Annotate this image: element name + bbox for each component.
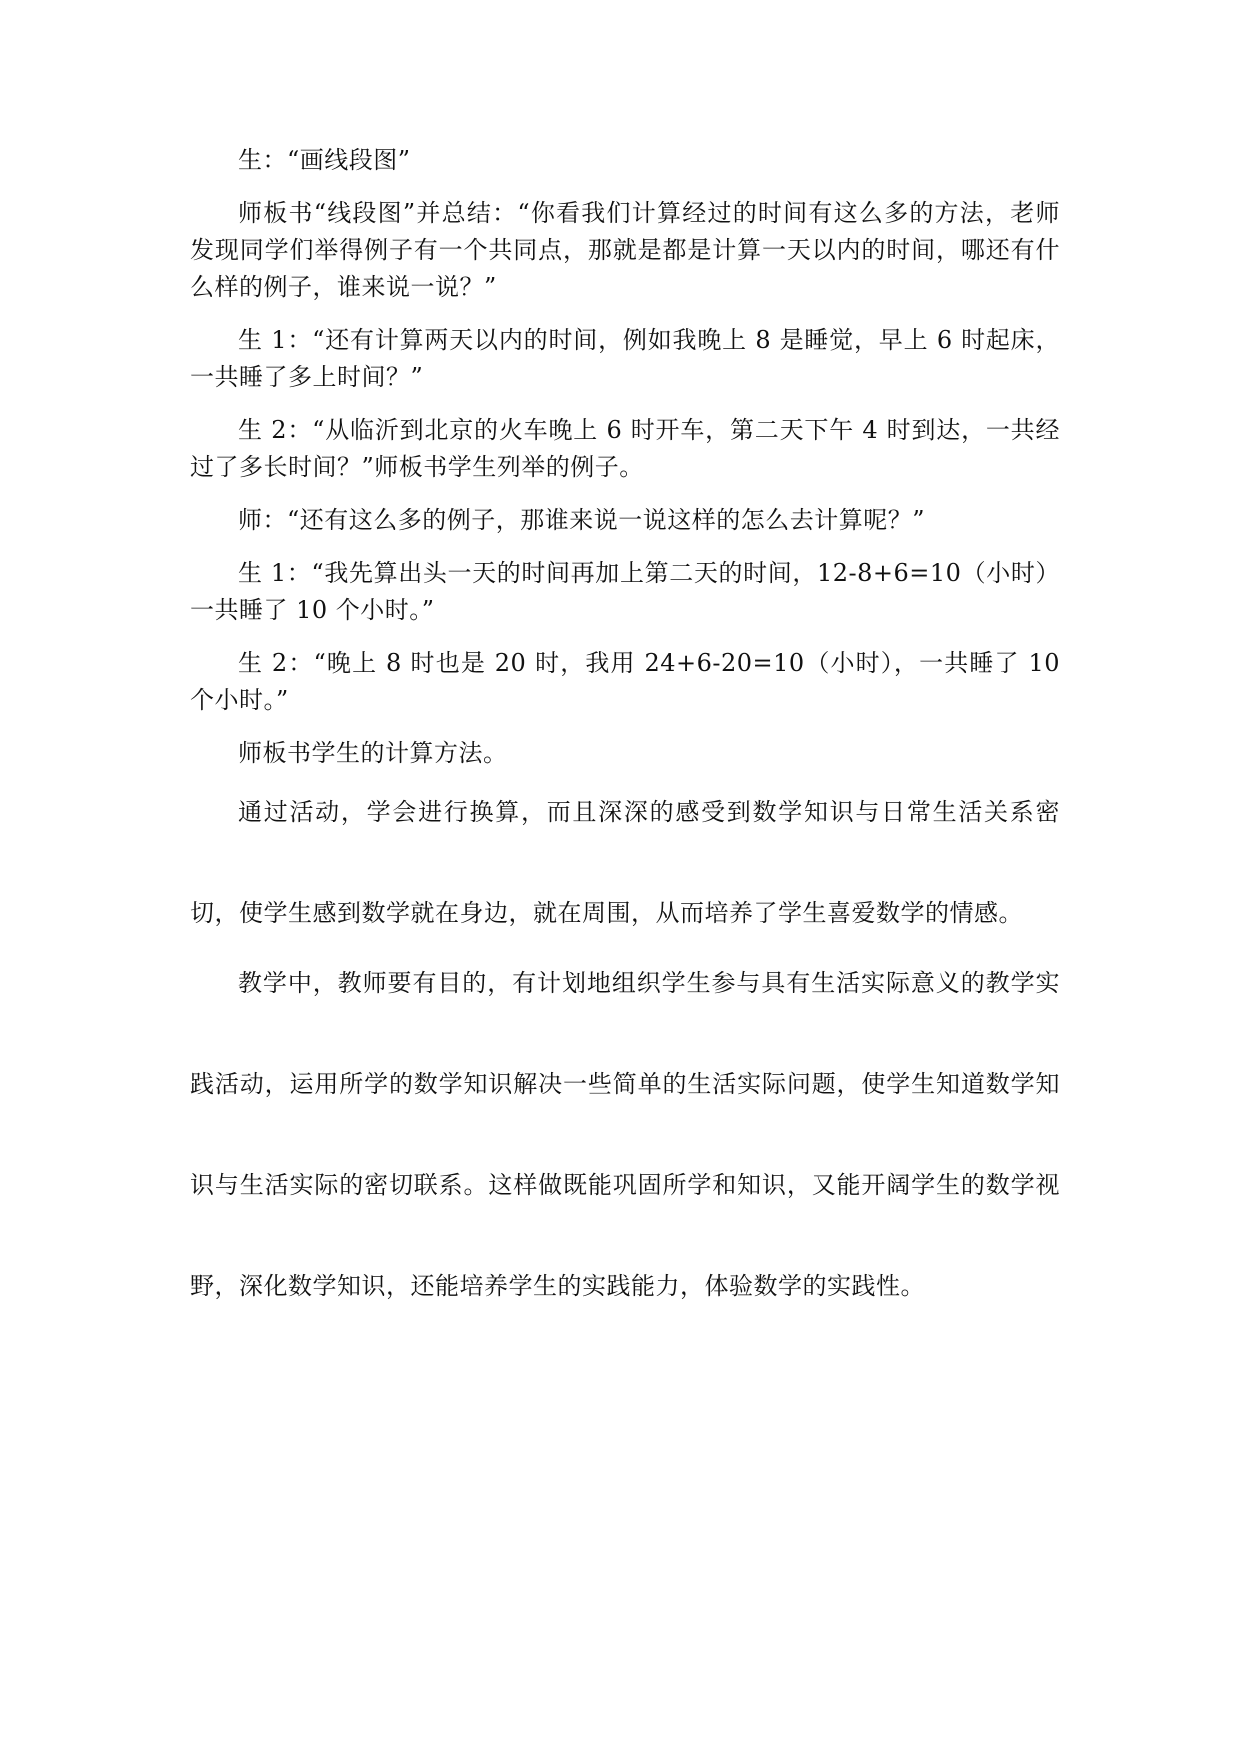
dialogue-line: 师板书学生的计算方法。 [238, 739, 508, 767]
summary-paragraph-teaching [190, 933, 1060, 1337]
classroom-dialogue [190, 142, 1060, 788]
dialogue-line: 生 2：“晚上 8 时也是 20 时，我用 24+6-20=10（小时），一共睡了 10 个小时。” [190, 649, 1060, 714]
dialogue-line: 生 2：“从临沂到北京的火车晚上 6 时开车，第二天下午 4 时到达，一共经过了多长时间？”师板书学生列举的例子。 [190, 416, 1060, 481]
dialogue-line: 生：“画线段图” [238, 146, 411, 174]
dialogue-line: 生 1：“还有计算两天以内的时间，例如我晚上 8 是睡觉，早上 6 时起床，一共睡了多上时间？” [190, 326, 1060, 391]
dialogue-line: 生 1：“我先算出头一天的时间再加上第二天的时间，12-8+6=10（小时）一共睡了 10 个小时。” [190, 559, 1060, 624]
summary-text: 通过活动，学会进行换算，而且深深的感受到数学知识与日常生活关系密切，使学生感到数学就在身边，就在周围，从而培养了学生喜爱数学的情感。 [190, 798, 1060, 927]
dialogue-line: 师板书“线段图”并总结：“你看我们计算经过的时间有这么多的方法，老师发现同学们举得例子有一个共同点，那就是都是计算一天以内的时间，哪还有什么样的例子，谁来说一说？” [190, 199, 1060, 301]
summary-text: 教学中，教师要有目的，有计划地组织学生参与具有生活实际意义的教学实践活动，运用所学的数学知识解决一些简单的生活实际问题，使学生知道数学知识与生活实际的密切联系。这样做既能巩固所学和知识，又能开阔学生的数学视野，深化数学知识，还能培养学生的实践能力，体验数学的实践性。 [190, 969, 1060, 1300]
dialogue-line: 师：“还有这么多的例子，那谁来说一说这样的怎么去计算呢？” [238, 506, 926, 534]
